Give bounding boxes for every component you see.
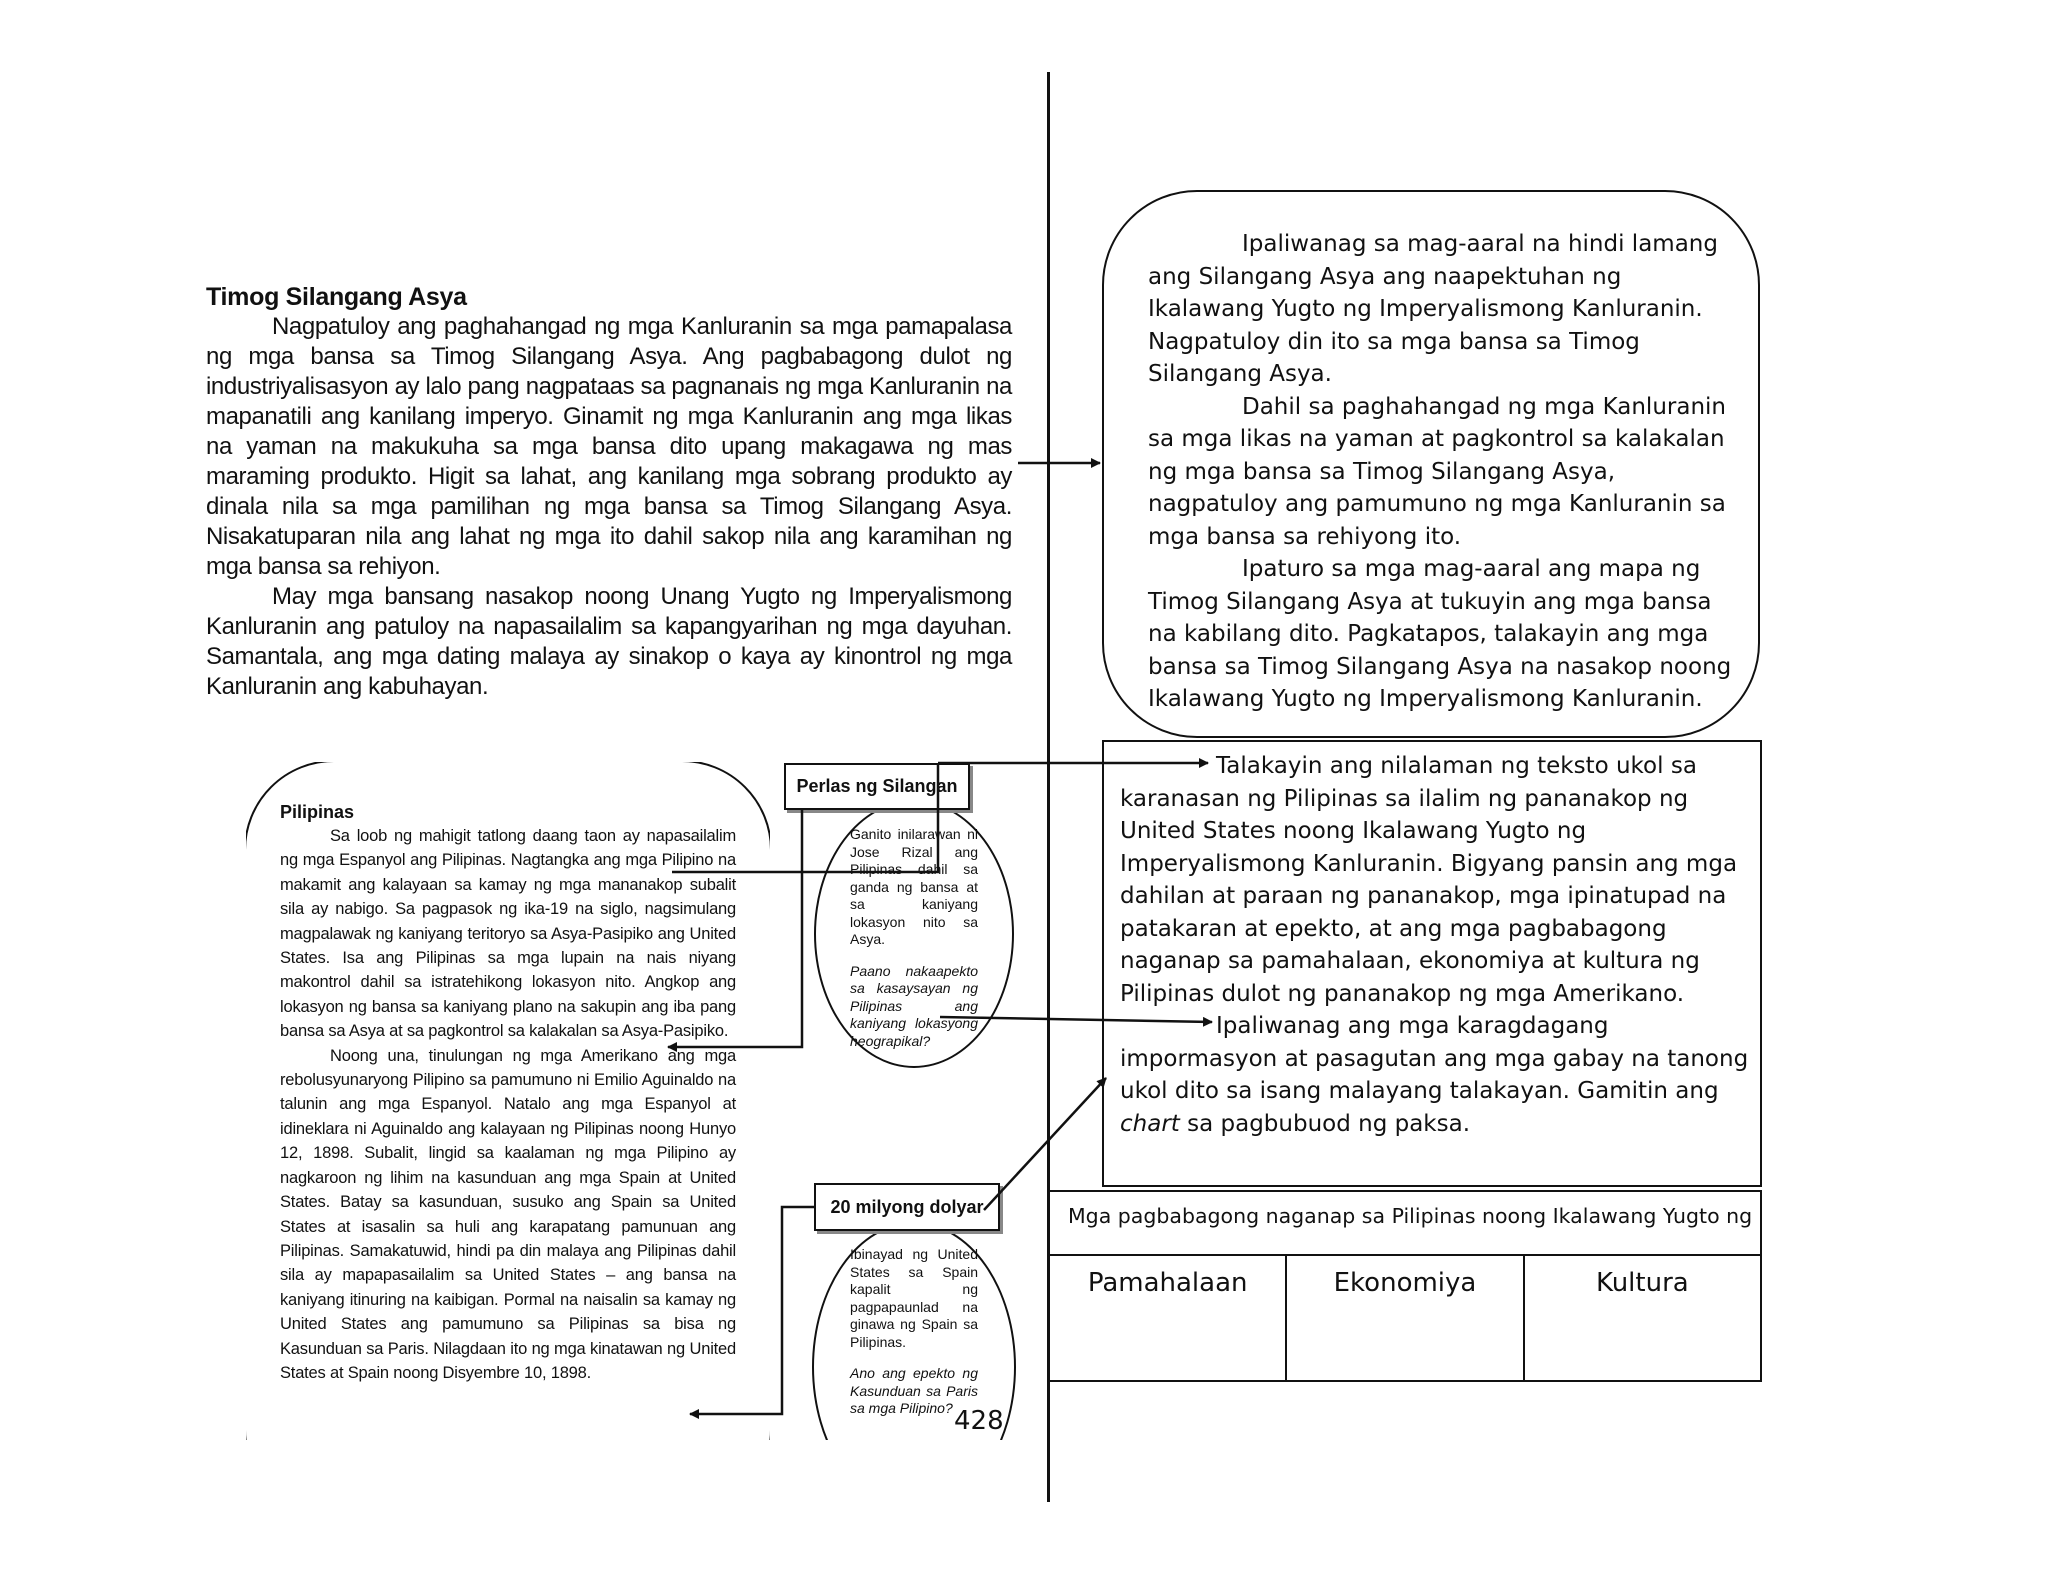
page-number: 428 [954, 1406, 1004, 1436]
guide-paragraph: Talakayin ang nilalaman ng teksto ukol sa karanasan ng Pilipinas sa ilalim ng pananakop ng United States noong Ikalawang Yugto ng Imperyalismong Kanluranin. Bigyang pansin ang mga dahilan at paraan ng pananakop, mga ipinatupad na patakaran at epekto, at ang mga pagbabagong naganap sa pamahalaan, ekonomiya at kultura ng Pilipinas dulot ng pananakop ng mga Amerikano. [1120, 753, 1738, 1007]
perlas-label: Perlas ng Silangan [784, 763, 970, 810]
article-title: Timog Silangang Asya [206, 283, 467, 311]
dolyar-label: 20 milyong dolyar [814, 1183, 1000, 1231]
pilipinas-paragraph: Sa loob ng mahigit tatlong daang taon ay napasailalim ng mga Espanyol ang Pilipinas. Nagtangka ang mga Pilipino na makamit ang kalayaan sa kamay ng mga mananakop subalit sila ay nabigo. Sa pagpasok ng ika-19 na siglo, nagsimulang magpalawak ng kaniyang teritoryo sa Asya-Pasipiko ang United States. Isa ang Pilipinas sa mga lupain na nais niyang makontrol dahil sa istratehikong lokasyon nito. Angkop ang lokasyon ng bansa sa kaniyang plano na sakupin ang iba pang bansa sa Asya at sa pagkontrol sa kalakalan sa Asya-Pasipiko. [280, 827, 736, 1041]
guide-text-part: Ipaliwanag ang mga karagdagang impormasyon at pasagutan ang mga gabay na tanong ukol dito sa isang malayang talakayan. Gamitin ang [1120, 1013, 1749, 1104]
connector-perlas-to-location [668, 810, 802, 1047]
pilipinas-title: Pilipinas [280, 802, 355, 822]
dolyar-question: Ano ang epekto ng Kasunduan sa Paris sa mga Pilipino? [850, 1365, 978, 1416]
perlas-question: Paano nakaapekto sa kasaysayan ng Pilipinas ang kaniyang lokasyong heograpikal? [850, 962, 978, 1049]
notes-paragraph: Ipaliwanag sa mag-aaral na hindi lamang ang Silangang Asya ang naapektuhan ng Ikalawang Yugto ng Imperyalismong Kanluranin. Nagpatuloy din ito sa mga bansa sa Timog Silangang Asya. [1148, 231, 1718, 387]
table-header-kultura: Kultura [1595, 1268, 1689, 1298]
table-header-pamahalaan: Pamahalaan [1050, 1254, 1287, 1380]
article-paragraph: Nagpatuloy ang paghahangad ng mga Kanluranin sa mga pamapalasa ng mga bansa sa Timog Silangang Asya. Ang pagbabagong dulot ng industriyalisasyon ay lalo pang nagpataas sa pagnanais ng mga Kanluranin na mapanatili ang kanilang imperyo. Ginamit ng mga Kanluranin ang mga likas na yaman na makukuha sa mga bansa dito upang makagawa ng mas maraming produkto. Higit sa lahat, ang kanilang mga sobrang produkto ay dinala nila sa mga pamilihan ng mga bansa sa Timog Silangang Asya. Nisakatuparan nila ang lahat ng mga ito dahil sakop nila ang karamihan ng mga bansa sa rehiyon. [206, 313, 1012, 580]
article-paragraph: May mga bansang nasakop noong Unang Yugto ng Imperyalismong Kanluranin ang patuloy na napasailalim sa kapangyarihan ng mga dayuhan. Samantala, ang mga dating malaya ay sinakop o kaya ay kinontrol ng mga Kanluranin ang kabuhayan. [206, 583, 1012, 700]
arrow-dolyar-to-guide [984, 1078, 1106, 1210]
guide-text-part: sa pagbubuod ng paksa. [1179, 1110, 1471, 1137]
dolyar-description: Ibinayad ng United States sa Spain kapalit ng pagpapaunlad na ginawa ng Spain sa Pilipinas. [850, 1246, 978, 1350]
pilipinas-paragraph: Noong una, tinulungan ng mga Amerikano ang mga rebolusyunaryong Pilipino sa pamumuno ni Emilio Aguinaldo na talunin ang mga Espanyol. Natalo ang mga Espanyol at idineklara ni Aguinaldo ang kalayaan ng Pilipinas noong Hunyo 12, 1898. Subalit, lingid sa kaalaman ng mga Pilipino ay nagkaroon ng lihim na kasunduan ang mga Spain at United States. Batay sa kasunduan, susuko ang Spain sa United States at isasalin sa huli ang karapatang pamunuan ang Pilipinas. Samakatuwid, hindi pa din malaya ang Pilipinas dahil sila ay mapapasailalim sa United States – ang bansa na kaniyang itinuring na kaibigan. Pormal na naisalin sa kamay ng United States ang pamumuno sa Pilipinas sa bisa ng Kasunduan sa Paris. Nilagdaan ito ng mga kinatawan ng United States at Spain noong Disyembre 10, 1898. [280, 1046, 736, 1382]
notes-paragraph: Dahil sa paghahangad ng mga Kanluranin sa mga likas na yaman at pagkontrol sa kalakalan ng mga bansa sa Timog Silangang Asya, nagpatuloy ang pamumuno ng mga Kanluranin sa mga bansa sa rehiyong ito. [1148, 393, 1726, 550]
connector-dolyar-to-text [690, 1207, 814, 1414]
perlas-description: Ganito inilarawan ni Jose Rizal ang Pilipinas dahil sa ganda ng bansa at sa kaniyang lokasyon nito sa Asya. [850, 826, 978, 947]
table-header-ekonomiya: Ekonomiya [1287, 1254, 1524, 1380]
connector-perlas-to-text [672, 763, 938, 872]
notes-paragraph: Ipaturo sa mga mag-aaral ang mapa ng Timog Silangang Asya at tukuyin ang mga bansa na kabilang dito. Pagkatapos, talakayin ang mga bansa sa Timog Silangang Asya na nasakop noong Ikalawang Yugto ng Imperyalismong Kanluranin. [1148, 556, 1732, 712]
guide-emphasis: chart [1120, 1110, 1180, 1137]
table-caption: Mga pagbabagong naganap sa Pilipinas noong Ikalawang Yugto ng [1068, 1204, 1753, 1228]
arrow-question-to-guide [940, 1017, 1212, 1022]
